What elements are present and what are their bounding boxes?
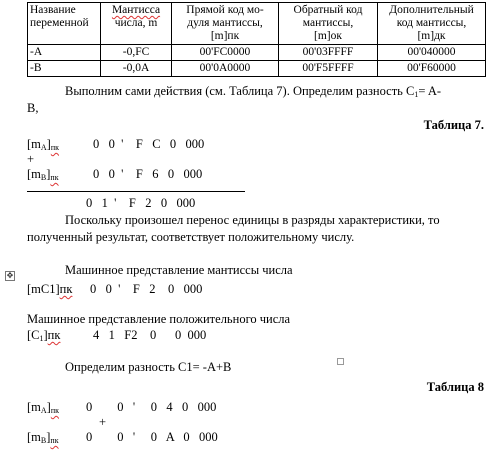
table-cell: 00'03FFFF [279,45,378,61]
label-part: [m [27,137,41,151]
header-text: Дополнительный [389,4,474,16]
plus-sign: + [27,152,35,166]
header-text: Мантисса [111,4,161,16]
header-cell [279,3,378,45]
positive-heading: Машинное представление положительного числа [27,312,291,326]
header-text: числа, m [114,17,158,29]
label-part: [m [27,400,41,414]
header-text: Прямой код мо- [186,4,264,16]
table-cell: 00'040000 [378,45,486,61]
label-part: ] [46,167,51,181]
label-sub: B [40,436,47,445]
table-cell: -0,0A [101,61,172,77]
t8-ma-value: 0 0 ' 0 4 0 000 [86,400,217,414]
mantissa-table [27,2,486,77]
table-cell: 00'F5FFFF [279,61,378,77]
header-text: [m]пк [210,30,240,42]
t7-result: 0 1 ' F 2 0 000 [86,196,196,210]
t7-mb-label [27,167,59,182]
table-cell: -0,FC [101,45,172,61]
header-text: [m]ок [314,30,342,42]
mantissa-heading: Машинное представление мантиссы числа [65,263,293,277]
label-part: [C [27,328,40,342]
label-sub: A [40,406,47,415]
intro-line [65,84,441,99]
intro-text: Выполним сами действия (см. Таблица 7). Определим разность C [65,84,415,98]
intro-sub: 1 [414,90,419,99]
label-sub: A [40,143,47,152]
t7-ma-label [27,137,59,152]
table-header-row [28,3,486,45]
header-text: Название [30,4,76,16]
label-code: пк [50,143,60,152]
move-handle-icon[interactable]: ✥ [6,271,14,280]
t8-ma-label [27,400,59,415]
t8-mb-value: 0 0 ' 0 A 0 000 [86,430,218,444]
header-text: [m]дк [417,30,446,42]
header-text: мантиссы, [302,17,354,29]
label-code: пк [50,436,59,445]
label-part: [m [27,430,41,444]
label-code: пк [50,173,59,182]
header-text: переменной [30,17,89,29]
para1-line1: Поскольку произошел перенос единицы в разряды характеристики, то [65,213,440,227]
c1-value: 4 1 F2 0 0 000 [93,328,207,342]
difference-heading: Определим разность C1= -A+B [65,360,232,374]
header-text: дуля мантиссы, [187,17,263,29]
table-row [28,45,486,61]
label-part: ] [43,328,48,342]
mc1-label [27,282,72,297]
label-part: [m [27,167,41,181]
label-sub: B [40,173,47,182]
intro-text-rest: = A- [418,84,442,98]
label-code: пк [59,282,73,296]
label-part: ] [46,430,51,444]
c1-label [27,328,60,343]
table-cell: -A [28,45,101,61]
header-cell [28,3,101,45]
header-text: Обратный код [293,4,363,16]
mc1-value: 0 0 ' F 2 0 000 [90,282,203,296]
table7-title: Таблица 7. [423,118,484,132]
header-text: код мантиссы, [396,17,467,29]
header-cell [101,3,172,45]
t7-mb-value: 0 0 ' F 6 0 000 [93,167,203,181]
para1-line2: полученный результат, соответствует положительному числу. [27,230,355,244]
sum-divider [27,191,245,192]
label-code: пк [50,406,60,415]
label-part: ] [46,400,51,414]
intro-line-2: B, [27,101,39,115]
t8-mb-label [27,430,59,445]
table-cell: -B [28,61,101,77]
table-cell: 00'F60000 [378,61,486,77]
table-row [28,61,486,77]
label-part: [mC1] [27,282,60,296]
resize-handle-icon[interactable] [337,358,344,365]
table-cell: 00'0A0000 [172,61,279,77]
header-cell [172,3,279,45]
label-sub: 1 [39,334,44,343]
label-part: ] [46,137,51,151]
header-cell [378,3,486,45]
table-cell: 00'FC0000 [172,45,279,61]
t7-ma-value: 0 0 ' F C 0 000 [93,137,205,151]
plus-sign: + [99,415,107,429]
label-code: пк [47,328,61,342]
table8-title: Таблица 8 [426,380,484,394]
